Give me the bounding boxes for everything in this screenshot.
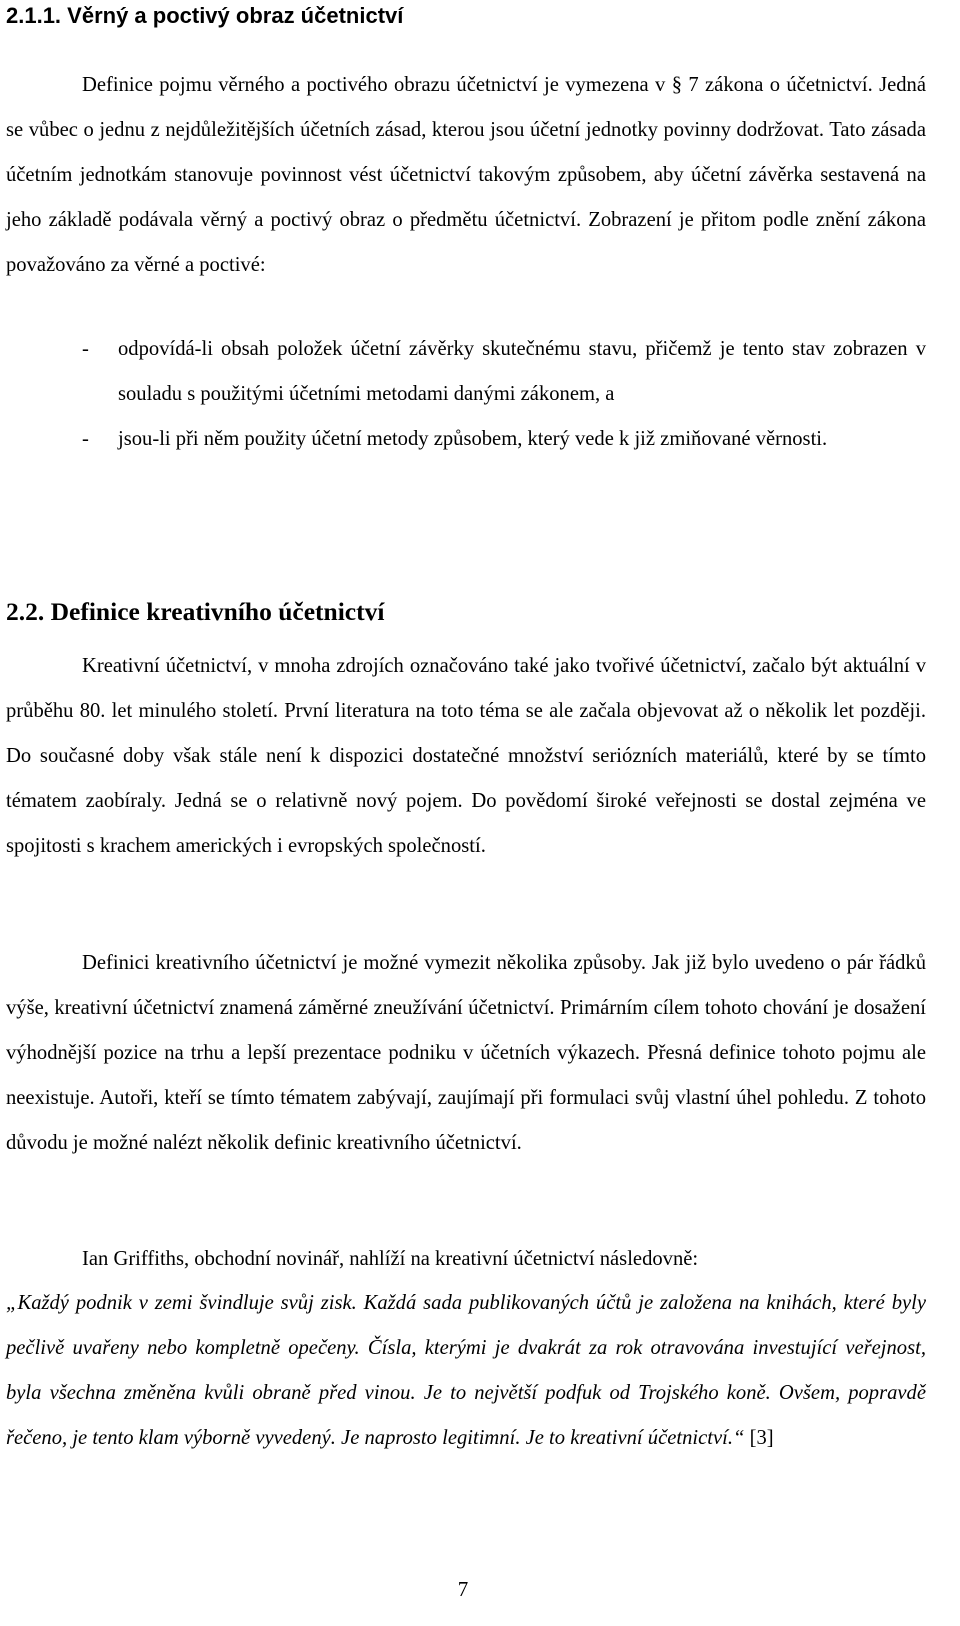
page-number: 7 <box>457 1577 469 1601</box>
quote-text: „Každý podnik v zemi švindluje svůj zisk. Každá sada publikovaných účtů je založena na knihách, které byly pečlivě uvařeny nebo kompletně opečeny. Čísla, kterými je dvakrát za rok otravována investující veřejnost, byla všechna změněna kvůli obraně před vinou. Je to největší podfuk od Trojského koně. Ovšem, popravdě řečeno, je tento klam výborně vyvedený. Je naprosto legitimní. Je to kreativní účetnictví.“ <box>6 1292 926 1449</box>
citation: [3] <box>749 1427 774 1449</box>
quote-intro: Ian Griffiths, obchodní novinář, nahlíží na kreativní účetnictví následovně: <box>82 1248 699 1270</box>
section-heading-2-1-1: 2.1.1. Věrný a poctivý obraz účetnictví <box>6 3 404 28</box>
paragraph-creative-accounting-intro: Kreativní účetnictví, v mnoha zdrojích označováno také jako tvořivé účetnictví, začalo být aktuální v průběhu 80. let minulého století. První literatura na toto téma se ale začala objevovat až o několik let později. Do současné doby však stále není k dispozici dostatečné množství seriózních materiálů, které by se tímto tématem zaobíraly. Jedná se o relativně nový pojem. Do povědomí široké veřejnosti se dostal zejména ve spojitosti s krachem amerických i evropských společností. <box>6 655 926 857</box>
paragraph-creative-accounting-definition: Definici kreativního účetnictví je možné vymezit několika způsoby. Jak již bylo uvedeno o pár řádků výše, kreativní účetnictví znamená záměrné zneužívání účetnictví. Primárním cílem tohoto chování je dosažení výhodnější pozice na trhu a lepší prezentace podniku v účetních výkazech. Přesná definice tohoto pojmu ale neexistuje. Autoři, kteří se tímto tématem zabývají, zaujímají při formulaci svůj vlastní úhel pohledu. Z tohoto důvodu je možné nalézt několik definic kreativního účetnictví. <box>6 952 926 1154</box>
paragraph-true-fair-view: Definice pojmu věrného a poctivého obrazu účetnictví je vymezena v § 7 zákona o účetnictví. Jedná se vůbec o jednu z nejdůležitějších účetních zásad, kterou jsou účetní jednotky povinny dodržovat. Tato zásada účetním jednotkám stanovuje povinnost vést účetnictví takovým způsobem, aby účetní závěrka sestavená na jeho základě podávala věrný a poctivý obraz o předmětu účetnictví. Zobrazení je přitom podle znění zákona považováno za věrné a poctivé: <box>6 74 926 276</box>
list-dash: - <box>82 338 89 360</box>
section-heading-2-2: 2.2. Definice kreativního účetnictví <box>6 597 385 626</box>
griffiths-quote <box>6 1281 926 1461</box>
list-item <box>6 327 926 417</box>
list-item-text: odpovídá-li obsah položek účetní závěrky skutečnému stavu, přičemž je tento stav zobrazen v souladu s použitými účetními metodami danými zákonem, a <box>118 338 926 405</box>
list-item-text: jsou-li při něm použity účetní metody způsobem, který vede k již zmiňované věrnosti. <box>118 428 828 450</box>
list-dash: - <box>82 428 89 450</box>
conditions-list <box>6 327 926 462</box>
list-item <box>6 417 926 462</box>
